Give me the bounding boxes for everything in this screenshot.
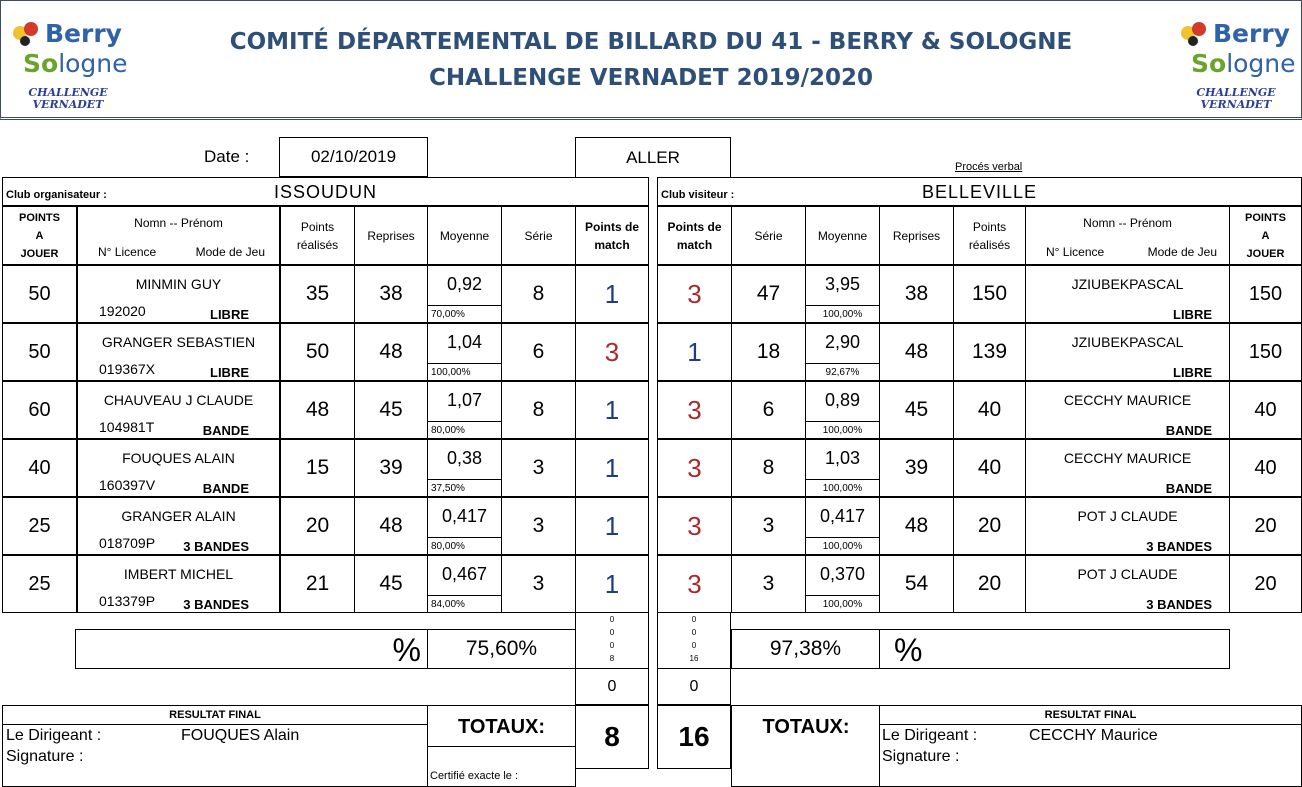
visitor-moyenne [805,555,880,613]
home-moyenne-value: 0,38 [446,448,483,468]
logo-sologne-text: Sologne [1191,49,1296,78]
visitor-points-a-jouer [1229,497,1302,555]
home-col-points-match [575,206,649,265]
home-col-serie [501,206,576,265]
points-match-header: Points de match [667,219,722,252]
visitor-points-realises [953,323,1026,381]
value: 3 [762,514,775,537]
value: 3 [687,278,702,309]
home-player-licence: 160397V [99,477,156,493]
value: 39 [904,456,929,479]
home-player-name: GRANGER SEBASTIEN [101,334,256,350]
visitor-col-nom [1025,206,1230,265]
visitor-reprises [879,497,954,555]
visitor-player-name: POT J CLAUDE [1077,508,1178,524]
value: 3 [687,452,702,483]
dirigeant-label: Le Dirigeant : [882,727,978,744]
value: 48 [904,514,929,537]
visitor-moyenne [805,323,880,381]
visitor-points-a-jouer [1229,381,1302,439]
visitor-points-match [657,497,732,555]
visitor-player [1025,497,1230,555]
visitor-player-name: CECCHY MAURICE [1063,392,1192,408]
value: 45 [379,572,403,595]
value: 150 [971,282,1008,305]
value: 48 [379,514,403,537]
home-serie [501,323,576,381]
home-points-match [575,381,649,439]
visitor-moyenne-pct: 100,00% [806,537,879,555]
visitor-points-realises [953,497,1026,555]
logo-caption: CHALLENGE VERNADET [1196,86,1276,111]
moyenne-header: Moyenne [439,228,490,243]
value: 3 [762,572,775,595]
value: 8 [532,282,545,305]
value: 20 [977,514,1002,537]
home-player [77,555,280,613]
club-organisateur-name: ISSOUDUN [273,182,377,202]
visitor-serie [731,497,806,555]
home-player-licence: 104981T [99,419,155,435]
value: 47 [756,282,781,305]
home-player [77,265,280,323]
logo-caption: CHALLENGE VERNADET [28,86,108,111]
licence-header: N° Licence [1046,245,1105,259]
value: 60 [28,398,51,421]
mode-header: Mode de Jeu [195,245,265,259]
home-moyenne-pct: 80,00% [428,537,501,555]
home-points-match [575,555,649,613]
home-moyenne [427,439,502,497]
home-moyenne-value: 1,07 [446,390,483,410]
value: 25 [28,572,51,595]
visitor-points-a-jouer [1229,323,1302,381]
home-moyenne-value: 0,467 [441,564,488,584]
value: 139 [971,340,1008,363]
home-totaux-cell [427,705,576,787]
home-reprises [354,439,428,497]
value: 3 [532,514,545,537]
logo-berry-text: Berry [1213,19,1290,48]
visitor-zero: 0 [657,668,731,705]
value: 35 [305,282,330,305]
value: 6 [532,340,545,363]
proces-verbal-label: Procés verbal [955,161,1023,173]
visitor-moyenne-pct: 100,00% [806,595,879,613]
visitor-col-points-realises [953,206,1026,265]
home-points-a-jouer [2,265,77,323]
visitor-percentage: 97,38% [731,629,880,669]
home-tiny-values: 0 0 0 8 [609,615,615,663]
value: 20 [977,572,1002,595]
home-col-points-a-jouer [2,206,77,265]
value: 1 [604,568,620,599]
visitor-points-realises [953,439,1026,497]
value: 3 [687,568,702,599]
licence-header: N° Licence [98,245,157,259]
visitor-moyenne [805,381,880,439]
visitor-player-mode: BANDE [1165,423,1212,438]
home-points-a-jouer [2,497,77,555]
points-realises-header: Points réalisés [296,219,339,252]
value: 38 [904,282,929,305]
value: 1 [604,278,620,309]
visitor-total: 16 [657,705,731,769]
value: 54 [904,572,929,595]
home-points-a-jouer [2,439,77,497]
home-points-realises [280,439,355,497]
moyenne-header: Moyenne [817,228,868,243]
visitor-col-points-a-jouer [1229,206,1302,265]
value: 20 [1254,514,1277,537]
value: 48 [379,340,403,363]
value: 3 [532,456,545,479]
visitor-player-name: POT J CLAUDE [1077,566,1178,582]
home-reprises [354,555,428,613]
club-organisateur-label: Club organisateur : [6,189,107,201]
visitor-tiny-cell [657,612,731,669]
visitor-reprises [879,265,954,323]
visitor-player [1025,381,1230,439]
visitor-moyenne [805,265,880,323]
home-player-mode: LIBRE [210,365,249,380]
home-points-a-jouer [2,323,77,381]
home-player-name: GRANGER ALAIN [121,508,236,524]
value: 25 [28,514,51,537]
visitor-points-match [657,439,732,497]
nom-prenom-header: Nomn -- Prénom [134,216,223,230]
home-moyenne-value: 1,04 [446,332,483,352]
visitor-player [1025,265,1230,323]
home-points-realises [280,497,355,555]
visitor-points-a-jouer [1229,555,1302,613]
home-moyenne-pct: 80,00% [428,421,501,439]
value: 15 [305,456,330,479]
leg-label: ALLER [575,137,731,177]
home-points-realises [280,323,355,381]
home-points-match [575,265,649,323]
value: 38 [379,282,403,305]
value: 3 [687,510,702,541]
resultat-final-title: RESULTAT FINAL [880,706,1301,725]
visitor-col-moyenne [805,206,880,265]
home-col-points-realises [280,206,355,265]
visitor-moyenne [805,497,880,555]
home-player-mode: 3 BANDES [183,597,249,612]
home-zero: 0 [575,668,649,705]
value: 50 [28,282,51,305]
visitor-points-match [657,555,732,613]
value: 18 [756,340,781,363]
points-realises-header: Points réalisés [968,219,1011,252]
home-moyenne-pct: 100,00% [428,363,501,381]
home-percentage: 75,60% [427,629,576,669]
home-total: 8 [575,705,649,769]
value: 3 [532,572,545,595]
value: 45 [904,398,929,421]
visitor-moyenne-value: 2,90 [824,332,861,352]
home-player-name: IMBERT MICHEL [123,566,234,582]
home-col-reprises [354,206,428,265]
reprises-header: Reprises [892,228,941,243]
home-moyenne-pct: 37,50% [428,479,501,497]
visitor-moyenne-pct: 92,67% [806,363,879,381]
reprises-header: Reprises [367,228,415,243]
visitor-col-serie [731,206,806,265]
visitor-serie [731,323,806,381]
visitor-reprises [879,381,954,439]
visitor-serie [731,555,806,613]
visitor-player [1025,439,1230,497]
visitor-points-realises [953,381,1026,439]
value: 3 [687,394,702,425]
home-moyenne-value: 0,92 [446,274,483,294]
home-player-mode: BANDE [202,481,249,496]
home-player-licence: 013379P [99,593,156,609]
value: 8 [762,456,775,479]
visitor-points-realises [953,555,1026,613]
value: 1 [604,394,620,425]
visitor-player-mode: LIBRE [1173,365,1212,380]
totaux-divider [428,746,575,747]
resultat-final-title: RESULTAT FINAL [3,706,427,725]
home-player-mode: BANDE [202,423,249,438]
signature-label: Signature : [6,748,84,765]
visitor-player-name: CECCHY MAURICE [1063,450,1192,466]
date-value: 02/10/2019 [279,137,428,177]
dirigeant-label: Le Dirigeant : [6,727,102,744]
home-points-match [575,323,649,381]
visitor-serie [731,439,806,497]
visitor-moyenne-pct: 100,00% [806,479,879,497]
visitor-moyenne-value: 0,417 [819,506,866,526]
visitor-moyenne-value: 0,370 [819,564,866,584]
page-title: COMITÉ DÉPARTEMENTAL DE BILLARD DU 41 - BERRY & SOLOGNE [229,29,1073,55]
points-match-header: Points de match [584,219,639,252]
home-col-moyenne [427,206,502,265]
value: 3 [604,336,620,367]
date-label: Date : [204,147,250,166]
visitor-reprises [879,439,954,497]
home-player [77,381,280,439]
home-player-licence: 018709P [99,535,156,551]
value: 39 [379,456,403,479]
value: 50 [28,340,51,363]
value: 8 [532,398,545,421]
home-player-mode: LIBRE [210,307,249,322]
visitor-col-reprises [879,206,954,265]
value: 1 [604,452,620,483]
visitor-moyenne-pct: 100,00% [806,305,879,323]
home-moyenne-value: 0,417 [441,506,488,526]
totaux-label: TOTAUX: [457,716,546,738]
visitor-points-realises [953,265,1026,323]
visitor-serie [731,381,806,439]
home-reprises [354,497,428,555]
home-points-match [575,439,649,497]
home-moyenne-pct: 70,00% [428,305,501,323]
home-player-name: FOUQUES ALAIN [122,450,235,466]
value: 1 [687,336,702,367]
value: 150 [1248,340,1283,363]
value: 40 [1254,456,1277,479]
value: 50 [305,340,330,363]
logo-berry-text: Berry [45,19,122,48]
mode-header: Mode de Jeu [1147,245,1217,259]
value: 150 [1248,282,1283,305]
home-serie [501,381,576,439]
home-points-realises [280,381,355,439]
home-dirigeant-name: FOUQUES Alain [181,727,300,744]
value: 48 [904,340,929,363]
value: 40 [977,456,1002,479]
nom-prenom-header: Nomn -- Prénom [1083,216,1172,230]
value: 1 [604,510,620,541]
club-visiteur-label: Club visiteur : [661,189,735,201]
visitor-moyenne-pct: 100,00% [806,421,879,439]
visitor-moyenne [805,439,880,497]
home-reprises [354,323,428,381]
value: 21 [305,572,330,595]
visitor-player-mode: 3 BANDES [1146,597,1212,612]
home-serie [501,439,576,497]
certifie-label: Certifié exacte le : [430,770,519,782]
value: 48 [305,398,330,421]
home-moyenne [427,323,502,381]
visitor-player-mode: LIBRE [1173,307,1212,322]
home-player [77,323,280,381]
visitor-points-a-jouer [1229,265,1302,323]
visitor-tiny-values: 0 0 0 16 [689,615,699,663]
visitor-totaux-cell [731,705,880,787]
home-reprises [354,381,428,439]
home-player [77,497,280,555]
visitor-player [1025,555,1230,613]
visitor-player-name: JZIUBEKPASCAL [1071,276,1184,292]
visitor-resultat-final [879,705,1302,787]
visitor-serie [731,265,806,323]
visitor-reprises [879,323,954,381]
home-player-licence: 192020 [99,303,146,319]
visitor-moyenne-value: 0,89 [824,390,861,410]
visitor-moyenne-value: 3,95 [824,274,861,294]
home-points-a-jouer [2,555,77,613]
home-reprises [354,265,428,323]
home-moyenne [427,381,502,439]
home-tiny-cell [575,612,649,669]
visitor-player-mode: 3 BANDES [1146,539,1212,554]
home-points-realises [280,555,355,613]
home-player-licence: 019367X [99,361,156,377]
home-player-name: MINMIN GUY [135,276,222,292]
pct-symbol: % [894,632,923,668]
visitor-player [1025,323,1230,381]
home-serie [501,497,576,555]
totaux-label: TOTAUX: [762,716,850,738]
visitor-points-match [657,265,732,323]
serie-header: Série [524,228,553,243]
visitor-col-points-match [657,206,732,265]
home-moyenne-pct: 84,00% [428,595,501,613]
home-col-nom [77,206,280,265]
value: 40 [28,456,51,479]
visitor-player-mode: BANDE [1165,481,1212,496]
value: 20 [1254,572,1277,595]
home-serie [501,265,576,323]
logo-sologne-text: Sologne [23,49,128,78]
visitor-player-name: JZIUBEKPASCAL [1071,334,1184,350]
home-player-mode: 3 BANDES [183,539,249,554]
home-points-match [575,497,649,555]
value: 45 [379,398,403,421]
home-points-realises [280,265,355,323]
serie-header: Série [754,228,783,243]
home-resultat-final [2,705,428,787]
points-a-jouer-header: POINTS A JOUER [1245,211,1286,260]
visitor-dirigeant-name: CECCHY Maurice [1029,727,1158,744]
home-moyenne [427,265,502,323]
page-subtitle: CHALLENGE VERNADET 2019/2020 [429,65,873,91]
club-visiteur-name: BELLEVILLE [921,182,1038,202]
value: 6 [762,398,775,421]
pct-symbol: % [392,632,421,668]
home-moyenne [427,497,502,555]
home-points-a-jouer [2,381,77,439]
visitor-points-match [657,323,732,381]
home-player [77,439,280,497]
points-a-jouer-header: POINTS A JOUER [19,211,60,260]
visitor-points-match [657,381,732,439]
value: 20 [305,514,330,537]
visitor-moyenne-value: 1,03 [824,448,861,468]
value: 40 [977,398,1002,421]
home-moyenne [427,555,502,613]
visitor-pct-label-cell [879,629,1230,669]
value: 40 [1254,398,1277,421]
signature-label: Signature : [882,748,960,765]
home-player-name: CHAUVEAU J CLAUDE [103,392,254,408]
home-serie [501,555,576,613]
visitor-reprises [879,555,954,613]
home-pct-label-cell [75,629,428,669]
visitor-points-a-jouer [1229,439,1302,497]
